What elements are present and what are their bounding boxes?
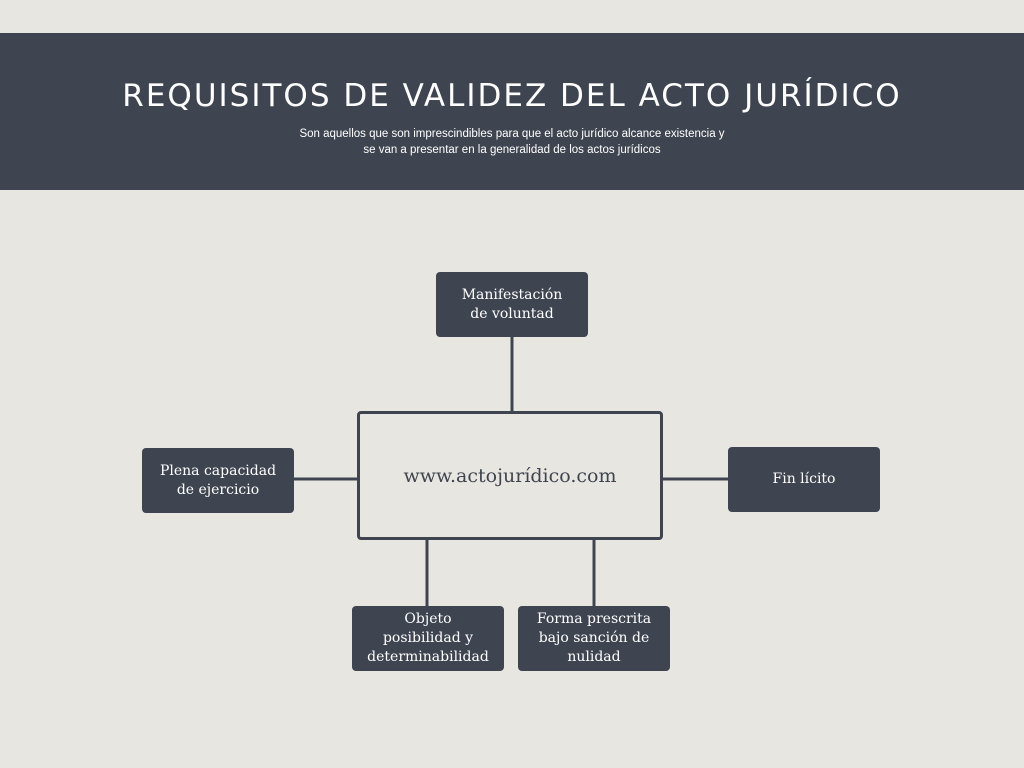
- node-capacidad-line-1: Plena capacidad: [159, 462, 277, 479]
- node-objeto-line-1: Objeto: [404, 611, 452, 627]
- node-fin-licito: [728, 447, 880, 512]
- node-capacidad-line-2: de ejercicio: [176, 481, 260, 498]
- node-plena-capacidad: [142, 448, 294, 513]
- node-objeto: [352, 606, 504, 671]
- node-fin-line-1: Fin lícito: [772, 471, 836, 487]
- node-objeto-line-3: determinabilidad: [367, 649, 489, 665]
- page-title: REQUISITOS DE VALIDEZ DEL ACTO JURÍDICO: [122, 78, 902, 114]
- center-node-label: www.actojurídico.com: [403, 464, 617, 487]
- node-forma-line-3: nulidad: [567, 649, 621, 665]
- node-objeto-line-2: posibilidad y: [382, 630, 474, 646]
- node-manifestacion-voluntad: [436, 272, 588, 337]
- subtitle-line-2: se van a presentar en la generalidad de los actos jurídicos: [363, 144, 661, 156]
- subtitle-line-1: Son aquellos que son imprescindibles para que el acto jurídico alcance existencia y: [299, 128, 725, 140]
- node-manifestacion-line-2: de voluntad: [470, 305, 554, 322]
- node-manifestacion-line-1: Manifestación: [461, 286, 563, 303]
- node-forma-line-1: Forma prescrita: [536, 611, 652, 627]
- node-forma-prescrita: [518, 606, 670, 671]
- node-forma-line-2: bajo sanción de: [538, 630, 650, 646]
- center-node: [357, 411, 663, 540]
